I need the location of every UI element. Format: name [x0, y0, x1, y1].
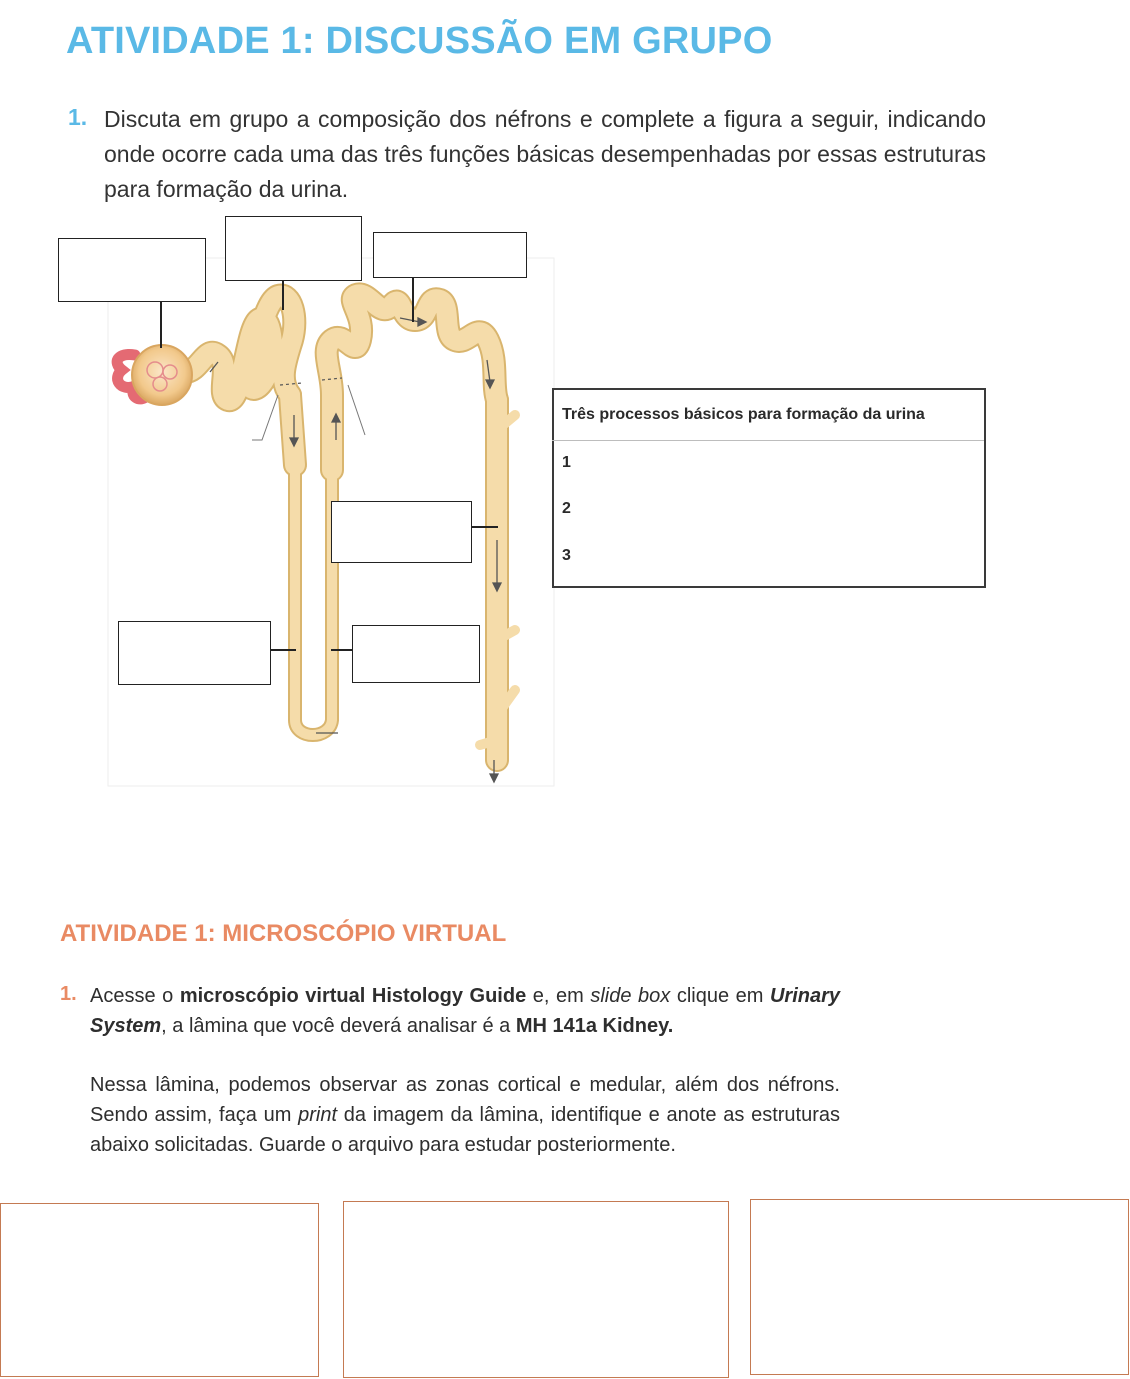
- q2-bold-2: MH 141a Kidney.: [515, 1015, 674, 1037]
- q2-bold-1: microscópio virtual Histology Guide: [179, 985, 527, 1007]
- activity2-title: ATIVIDADE 1: MICROSCÓPIO VIRTUAL: [60, 920, 507, 947]
- activity2-question-number: 1.: [60, 983, 77, 1005]
- activity1-title: ATIVIDADE 1: DISCUSSÃO EM GRUPO: [66, 20, 773, 62]
- label-box-ascending-limb[interactable]: [352, 625, 480, 683]
- q2-text-4: , a lâmina que você deverá analisar é a: [161, 1015, 516, 1037]
- label-box-distal-tubule[interactable]: [373, 232, 527, 278]
- label-box-glomerulus[interactable]: [58, 238, 206, 302]
- label-box-proximal-tubule[interactable]: [225, 216, 362, 281]
- q2-text-1: Acesse o: [90, 985, 180, 1007]
- activity2-paragraph: [90, 1070, 840, 1160]
- activity1-question-number: 1.: [68, 104, 88, 130]
- activity2-question-text: [90, 981, 840, 1041]
- label-box-collecting-duct[interactable]: [331, 501, 472, 563]
- para-text-2: da imagem da lâmina, identifique e anote as estruturas abaixo solicitadas. Guarde o arquivo para estudar posteriormente.: [90, 1104, 840, 1156]
- q2-text-3: clique em: [670, 985, 770, 1007]
- q2-italic-1: slide box: [590, 985, 671, 1007]
- processes-title: Três processos básicos para formação da urina: [562, 406, 925, 423]
- q2-bold-italic-1: Urinary System: [90, 985, 841, 1037]
- answer-box-2[interactable]: [343, 1201, 729, 1378]
- para-text-1: Nessa lâmina, podemos observar as zonas cortical e medular, além dos néfrons. Sendo assim, faça um: [90, 1074, 840, 1126]
- label-box-descending-limb[interactable]: [118, 621, 271, 685]
- para-italic: print: [298, 1104, 337, 1126]
- process-item-1: 1: [562, 454, 571, 471]
- q2-text-2: e, em: [526, 985, 591, 1007]
- answer-box-3[interactable]: [750, 1199, 1129, 1375]
- processes-divider: [552, 440, 984, 441]
- activity1-question-text: Discuta em grupo a composição dos néfrons e complete a figura a seguir, indicando onde ocorre cada uma das três funções básicas desempenhadas por essas estruturas para formação da urina.: [104, 106, 986, 202]
- process-item-3: 3: [562, 547, 571, 564]
- answer-box-1[interactable]: [0, 1203, 319, 1377]
- process-item-2: 2: [562, 500, 571, 517]
